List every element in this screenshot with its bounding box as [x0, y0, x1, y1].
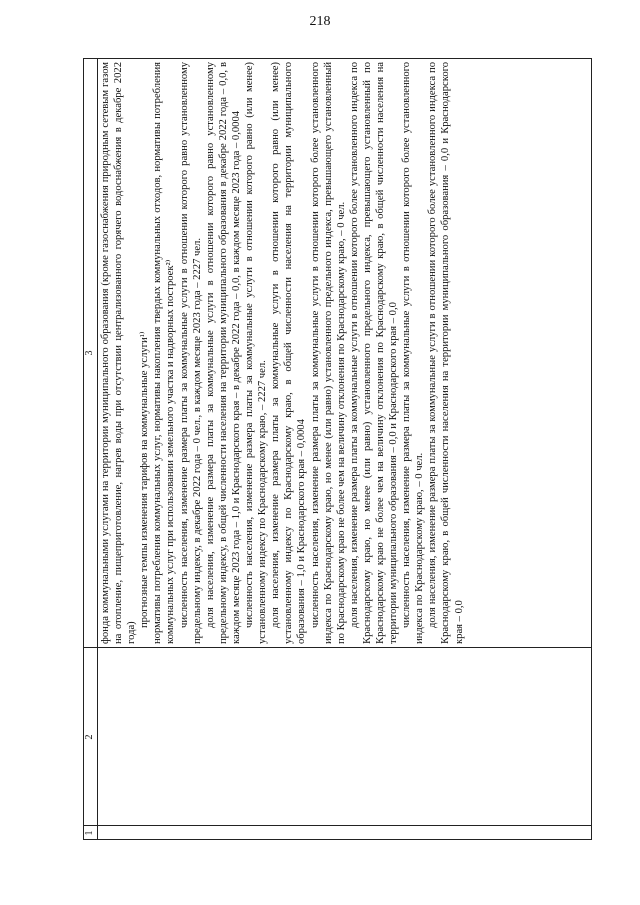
paragraph: доля населения, изменение размера платы за коммунальные услуги в отношении которого более установленного индекса по Краснодарскому краю, но менее (или равно) установленного предельного индекса, превышающего установленный по Краснодарскому краю не более чем на величину отклонения по Краснодарскому краю, в общей численности населения на территории муниципального образования – 0,0 и Краснодарского края – 0,0: [348, 62, 400, 644]
paragraph: доля населения, изменение размера платы за коммунальные услуги в отношении которого равно установленному предельному индексу, в общей численности населения на территории муниципального образования в декабре 2022 года – 0,0, в каждом месяце 2023 года – 1,0 и Краснодарского края – в декабре 2022 года – 0,0, в каждом месяце 2023 года – 0,0004: [204, 62, 242, 644]
paragraph: прогнозные темпы изменения тарифов на коммунальные услуги¹⁾: [139, 331, 151, 628]
table-header-row: [83, 58, 98, 840]
header-col-3: 3: [84, 350, 95, 356]
paragraph: численность населения, изменение размера платы за коммунальные услуги в отношении которого более установленного индекса по Краснодарскому краю, но менее (или равно) установленного предельного индекса, превышающего установленный по Краснодарскому краю не более чем на величину отклонения по Краснодарскому краю, – 0 чел.: [309, 62, 347, 644]
paragraph: доля населения, изменение размера платы за коммунальные услуги в отношении которого более установленного индекса по Краснодарскому краю, в общей численности населения на территории муниципального образования – 0,0 и Краснодарского края – 0,0: [427, 62, 465, 644]
paragraph: фонда коммунальными услугами на территории муниципального образования (кроме газоснабжения природным сетевым газом на отопление, пищеприготовление, нагрев воды при отсутствии централизованного горячего водоснабжения в декабре 2022 года): [100, 62, 138, 644]
header-col-1: 1: [84, 830, 95, 836]
column-divider-1: [83, 825, 592, 826]
header-col-2: 2: [84, 734, 95, 740]
paragraph: нормативы потребления коммунальных услуг, нормативы накопления твердых коммунальных отходов, нормативы потребления коммунальных услуг при использовании земельного участка и надворных построек²⁾: [152, 62, 177, 644]
column-3-content: [99, 62, 589, 644]
page-number: 218: [309, 14, 331, 29]
paragraph: численность населения, изменение размера платы за коммунальные услуги в отношении которого равно (или менее) установленному индексу по Краснодарскому краю, – 2227 чел.: [244, 62, 269, 644]
paragraph: численность населения, изменение размера платы за коммунальные услуги в отношении которого равно установленному предельному индексу, в декабре 2022 года – 0 чел., в каждом месяце 2023 года – 2227 чел.: [178, 62, 203, 644]
paragraph: доля населения, изменение размера платы за коммунальные услуги в отношении которого равно (или менее) установленному индексу по Краснодарскому краю, в общей численности населения на территории муниципального образования – 1,0 и Краснодарского края – 0,0004: [270, 62, 308, 644]
rotated-table: [83, 58, 592, 840]
paragraph: численность населения, изменение размера платы за коммунальные услуги в отношении которого более установленного индекса по Краснодарскому краю, – 0 чел.: [401, 62, 426, 644]
column-divider-2: [83, 647, 592, 648]
